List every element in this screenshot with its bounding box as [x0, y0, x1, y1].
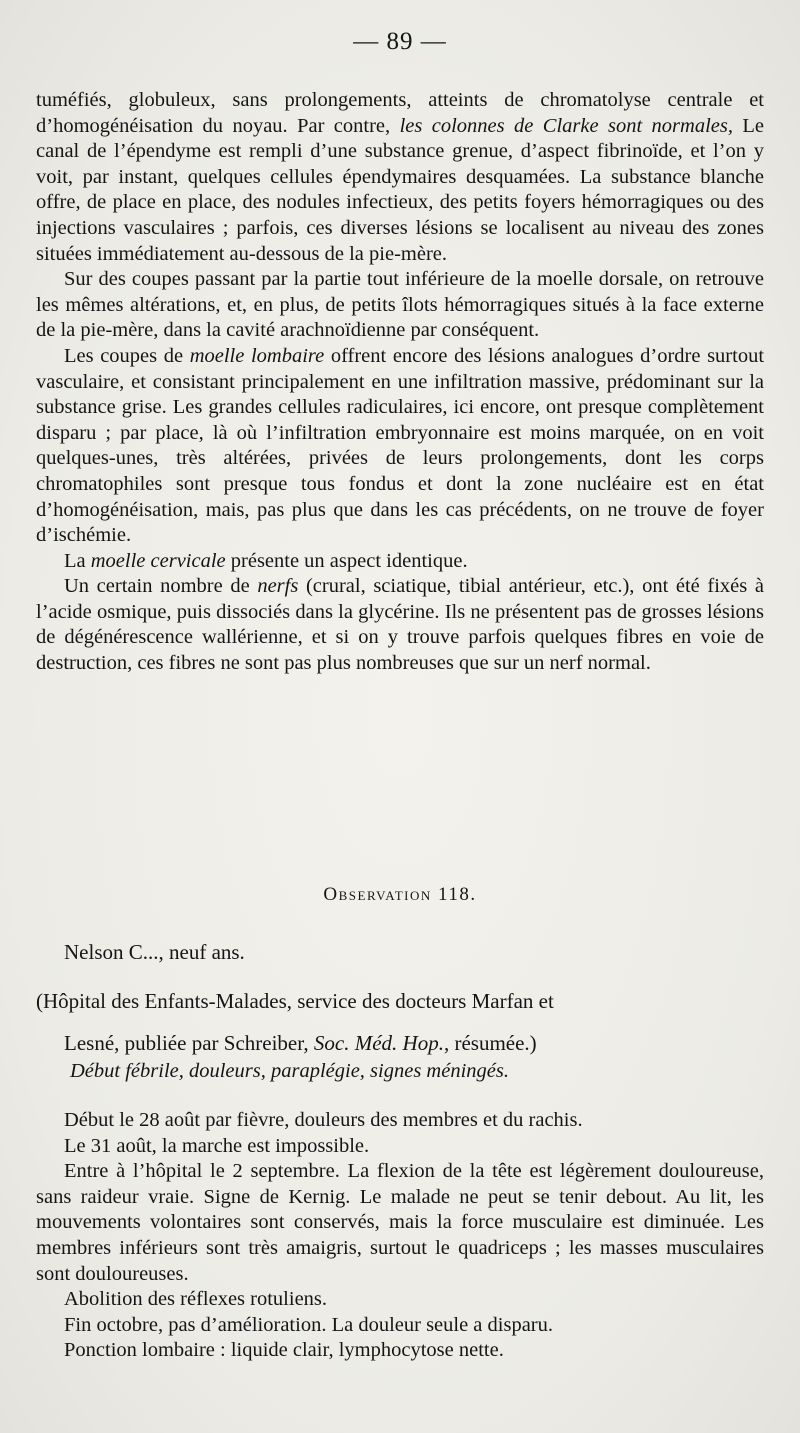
observation-paragraph-4: Abolition des réflexes rotuliens.: [64, 1288, 328, 1311]
source-line-2-text-a: Lesné, publiée par Schreiber,: [64, 1031, 314, 1055]
main-text: [36, 88, 764, 677]
paragraph-3-text-a: Les coupes de: [64, 344, 190, 367]
paragraph-4-italic: moelle cervicale: [90, 549, 226, 572]
patient-name: Nelson C..., neuf ans.: [64, 940, 245, 964]
paragraph-5: [36, 574, 764, 676]
observation-summary: Début fébrile, douleurs, paraplégie, signes méningés.: [70, 1060, 509, 1082]
paragraph-1-text-a: tuméfiés, globuleux, sans prolongements, atteints de chromatolyse centrale et d’homogénéisation du noyau. Par contre,: [36, 89, 764, 137]
paragraph-1-italic: les colonnes de Clarke sont normales,: [399, 114, 733, 137]
paragraph-3: [36, 344, 764, 549]
paragraph-4-text-b: présente un aspect identique.: [225, 549, 468, 572]
observation-paragraph-1: Début le 28 août par fièvre, douleurs des membres et du rachis.: [64, 1109, 583, 1131]
observation-title: Observation 118.: [323, 884, 477, 905]
paragraph-2: Sur des coupes passant par la partie tout inférieure de la moelle dorsale, on retrouve les mêmes altérations, et, en plus, de petits îlots hémorragiques situés à la face externe de la pie-mère, dans la cavité arachnoïdienne par conséquent.: [36, 268, 764, 342]
paragraph-5-text-a: Un certain nombre de: [64, 575, 258, 598]
source-line-1: (Hôpital des Enfants-Malades, service des docteurs Marfan et: [36, 989, 554, 1013]
observation-paragraph-6: Ponction lombaire : liquide clair, lymphocytose nette.: [64, 1339, 504, 1362]
observation-paragraph-2: Le 31 août, la marche est impossible.: [64, 1134, 370, 1157]
paragraph-4-text-a: La: [64, 549, 91, 572]
paragraph-3-text-b: offrent encore des lésions analogues d’ordre surtout vasculaire, et consistant principalement en une infiltration massive, prédominant sur la substance grise. Les grandes cellules radiculaires, ici encore, ont presque complètement disparu ; par place, là où l’infiltration embryonnaire est moins marquée, on en voit quelques-unes, très altérées, privées de leurs prolongements, dont les corps chromatophiles sont presque tous fondus et dont la zone nucléaire est en état d’homogénéisation, mais, pas plus que dans les cas précédents, on ne trouve de foyer d’ischémie.: [36, 344, 765, 547]
paragraph-5-italic: nerfs: [257, 575, 299, 598]
observation-paragraph-5: Fin octobre, pas d’amélioration. La douleur seule a disparu.: [64, 1313, 554, 1336]
page-number: — 89 —: [353, 28, 447, 55]
paragraph-4: [36, 549, 764, 575]
paragraph-5-text-b: (crural, sciatique, tibial antérieur, etc.), ont été fixés à l’acide osmique, puis dissociés dans la glycérine. Ils ne présentent pas de grosses lésions de dégénérescence wallérienne, et si on y trouve parfois quelques fibres en voie de destruction, ces fibres ne sont pas plus nombreuses que sur un nerf normal.: [36, 575, 764, 675]
source-line-2-text-b: , résumée.): [443, 1031, 537, 1055]
source-line-2: [36, 1022, 764, 1064]
paragraph-1: [36, 88, 764, 267]
paragraph-3-italic: moelle lombaire: [189, 344, 325, 367]
observation-paragraph-3: Entre à l’hôpital le 2 septembre. La flexion de la tête est légèrement douloureuse, sans raideur vraie. Signe de Kernig. Le malade ne peut se tenir debout. Au lit, les mouvements volontaires sont conservés, mais la force musculaire est diminuée. Les membres inférieurs sont très amaigris, surtout le quadriceps ; les masses musculaires sont douloureuses.: [36, 1160, 764, 1285]
source-journal: Soc. Méd. Hop.: [313, 1031, 444, 1055]
observation-source: [36, 980, 764, 1064]
paragraph-1-text-b: Le canal de l’épendyme est rempli d’une substance grenue, d’aspect fibrinoïde, et l’on y voit, par instant, quelques cellules épendymaires desquamées. La substance blanche offre, de place en place, des nodules infectieux, des petits foyers hémorragiques ou des injections vasculaires ; parfois, ces diverses lésions se localisent au niveau des zones situées immédiatement au-dessous de la pie-mère.: [36, 114, 765, 265]
observation-text: [36, 1108, 764, 1364]
